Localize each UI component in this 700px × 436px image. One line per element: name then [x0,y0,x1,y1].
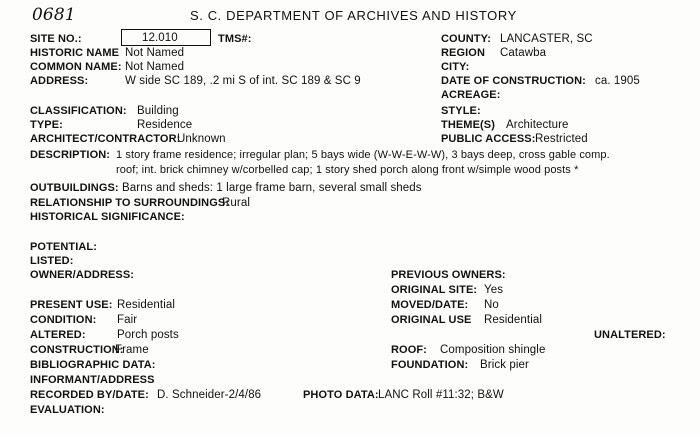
city-label: CITY: [441,61,470,73]
construction-label: CONSTRUCTION: [30,344,124,356]
foundation-value: Brick pier [480,359,529,371]
evaluation-label: EVALUATION: [30,404,105,416]
previous-owners-label: PREVIOUS OWNERS: [391,269,506,281]
style-label: STYLE: [441,105,481,117]
present-use-value: Residential [117,299,175,311]
bibliographic-label: BIBLIOGRAPHIC DATA: [30,359,156,371]
address-value: W side SC 189, .2 mi S of int. SC 189 & SC 9 [125,75,361,87]
recorded-by-value: D. Schneider-2/4/86 [157,389,262,401]
themes-value: Architecture [506,119,569,131]
photo-data-value: LANC Roll #11:32; B&W [378,389,504,401]
description-label: DESCRIPTION: [30,149,111,161]
themes-label: THEME(S) [441,119,495,131]
relationship-label: RELATIONSHIP TO SURROUNDINGS: [30,197,230,209]
condition-label: CONDITION: [30,314,97,326]
tms-label: TMS#: [218,33,252,45]
acreage-label: ACREAGE: [441,89,501,101]
original-site-value: Yes [484,284,504,296]
informant-label: INFORMANT/ADDRESS [30,374,155,386]
description-line-1: 1 story frame residence; irregular plan; 5 bays wide (W-W-E-W-W), 3 bays deep, cross gable comp. [116,149,610,161]
original-use-value: Residential [484,314,542,326]
region-label: REGION [441,47,485,59]
architect-label: ARCHITECT/CONTRACTOR: [30,133,181,145]
present-use-label: PRESENT USE: [30,299,113,311]
type-label: TYPE: [30,119,63,131]
recorded-by-label: RECORDED BY/DATE: [30,389,149,401]
condition-value: Fair [117,314,138,326]
address-label: ADDRESS: [30,75,89,87]
classification-label: CLASSIFICATION: [30,105,127,117]
potential-label: POTENTIAL: [30,241,97,253]
unaltered-label: UNALTERED: [594,329,666,341]
roof-label: ROOF: [391,344,427,356]
date-of-construction-value: ca. 1905 [595,75,640,87]
public-access-value: Restricted [535,133,588,145]
description-line-2: roof; int. brick chimney w/corbelled cap; 1 story shed porch along front w/simple wood posts * [116,164,579,176]
original-use-label: ORIGINAL USE [391,314,472,326]
historic-name-value: Not Named [125,47,185,59]
construction-value: Frame [115,344,149,356]
public-access-label: PUBLIC ACCESS: [441,133,536,145]
historic-name-label: HISTORIC NAME [30,47,120,59]
original-site-label: ORIGINAL SITE: [391,284,478,296]
roof-value: Composition shingle [440,344,546,356]
type-value: Residence [137,119,193,131]
county-label: COUNTY: [441,33,491,45]
listed-label: LISTED: [30,255,74,267]
classification-value: Building [137,105,179,117]
altered-label: ALTERED: [30,329,86,341]
architect-value: Unknown [177,133,226,145]
site-no-label: SITE NO.: [30,33,82,45]
foundation-label: FOUNDATION: [391,359,469,371]
photo-data-label: PHOTO DATA: [303,389,379,401]
altered-value: Porch posts [117,329,179,341]
handwritten-record-id: 0681 [32,5,76,25]
owner-label: OWNER/ADDRESS: [30,269,135,281]
county-value: LANCASTER, SC [500,33,593,45]
region-value: Catawba [500,47,547,59]
relationship-value: Rural [222,197,250,209]
outbuildings-label: OUTBUILDINGS: [30,182,119,194]
site-no-value: 12.010 [142,32,178,44]
common-name-label: COMMON NAME: [30,61,122,73]
page-title: S. C. DEPARTMENT OF ARCHIVES AND HISTORY [190,8,517,23]
significance-label: HISTORICAL SIGNIFICANCE: [30,211,185,223]
common-name-value: Not Named [125,61,185,73]
outbuildings-value: Barns and sheds: 1 large frame barn, several small sheds [122,182,422,194]
moved-date-value: No [484,299,499,311]
date-of-construction-label: DATE OF CONSTRUCTION: [441,75,586,87]
moved-date-label: MOVED/DATE: [391,299,469,311]
